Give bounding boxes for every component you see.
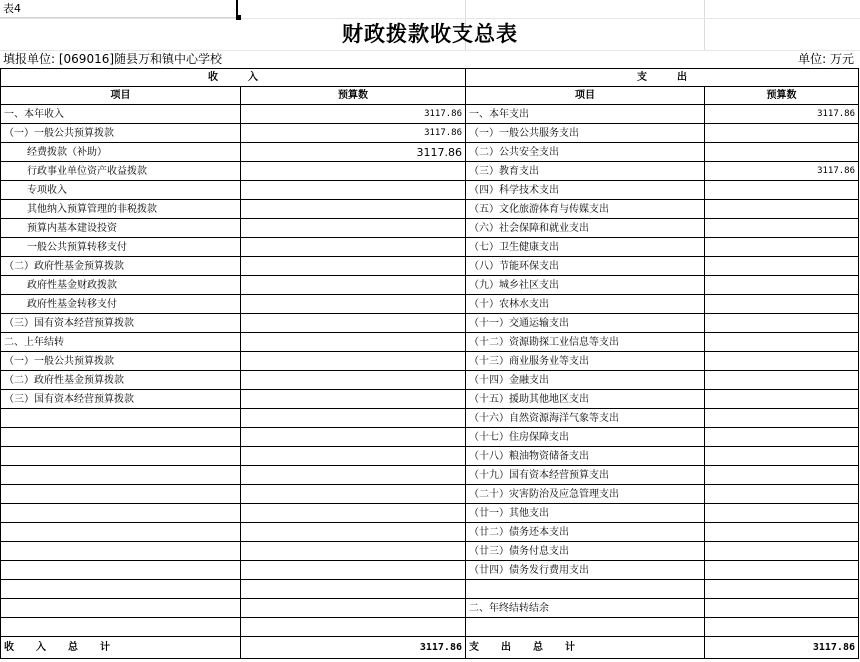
expense-value-cell[interactable] <box>705 124 859 143</box>
expense-value-cell[interactable] <box>705 599 859 618</box>
table-row <box>1 295 859 314</box>
expense-value-cell[interactable] <box>705 561 859 580</box>
table-row <box>1 599 859 618</box>
table-row <box>1 352 859 371</box>
table-row <box>1 580 859 599</box>
income-item-cell[interactable]: （三）国有资本经营预算拨款 <box>1 314 241 333</box>
table-row <box>1 390 859 409</box>
expense-item-cell[interactable]: （九）城乡社区支出 <box>466 276 705 295</box>
expense-item-cell[interactable]: （十四）金融支出 <box>466 371 705 390</box>
table-row <box>1 447 859 466</box>
expense-value-cell[interactable] <box>705 580 859 599</box>
expense-item-cell[interactable]: （廿四）债务发行费用支出 <box>466 561 705 580</box>
expense-value-cell[interactable] <box>705 428 859 447</box>
expense-item-cell[interactable]: （十一）交通运输支出 <box>466 314 705 333</box>
expense-item-cell[interactable]: （十七）住房保障支出 <box>466 428 705 447</box>
income-item-cell[interactable]: 专项收入 <box>1 181 241 200</box>
expense-item-cell[interactable]: （八）节能环保支出 <box>466 257 705 276</box>
expense-item-cell[interactable]: （廿一）其他支出 <box>466 504 705 523</box>
expense-item-cell[interactable]: 一、本年支出 <box>466 105 705 124</box>
expense-value-cell[interactable] <box>705 181 859 200</box>
income-budget-header[interactable]: 预算数 <box>241 87 466 105</box>
income-item-cell[interactable] <box>1 466 241 485</box>
income-item-cell[interactable] <box>1 504 241 523</box>
income-value-cell[interactable] <box>241 542 466 561</box>
column-header-row <box>1 87 859 105</box>
expense-item-cell[interactable]: （二十）灾害防治及应急管理支出 <box>466 485 705 504</box>
expense-item-cell[interactable]: （四）科学技术支出 <box>466 181 705 200</box>
table-row <box>1 542 859 561</box>
income-value-cell[interactable] <box>241 504 466 523</box>
expense-item-cell[interactable]: （十九）国有资本经营预算支出 <box>466 466 705 485</box>
expense-item-cell[interactable]: （十三）商业服务业等支出 <box>466 352 705 371</box>
income-value-cell[interactable]: 3117.86 <box>241 124 466 143</box>
income-value-cell[interactable] <box>241 618 466 637</box>
table-row <box>1 523 859 542</box>
table-row <box>1 371 859 390</box>
expense-value-cell[interactable] <box>705 466 859 485</box>
expense-item-cell[interactable]: （十六）自然资源海洋气象等支出 <box>466 409 705 428</box>
expense-value-cell[interactable] <box>705 390 859 409</box>
table-row <box>1 257 859 276</box>
expense-value-cell[interactable] <box>705 352 859 371</box>
expense-value-cell[interactable] <box>705 447 859 466</box>
income-value-cell[interactable] <box>241 200 466 219</box>
expense-value-cell[interactable] <box>705 219 859 238</box>
income-value-cell[interactable] <box>241 409 466 428</box>
income-item-cell[interactable] <box>1 428 241 447</box>
table-row <box>1 561 859 580</box>
income-value-cell[interactable] <box>241 447 466 466</box>
income-total-label[interactable]: 收入总计 <box>1 637 241 659</box>
expense-header[interactable]: 支 出 <box>466 69 859 87</box>
income-value-cell[interactable] <box>241 580 466 599</box>
sheet-label[interactable] <box>0 0 238 18</box>
income-total-value[interactable]: 3117.86 <box>241 637 466 659</box>
income-item-cell[interactable] <box>1 599 241 618</box>
page-title: 财政拨款收支总表 <box>342 21 518 46</box>
table-row <box>1 504 859 523</box>
expense-value-cell[interactable] <box>705 200 859 219</box>
expense-total-value[interactable]: 3117.86 <box>705 637 859 659</box>
expense-budget-header[interactable]: 预算数 <box>705 87 859 105</box>
income-value-cell[interactable] <box>241 371 466 390</box>
expense-item-cell[interactable]: （五）文化旅游体育与传媒支出 <box>466 200 705 219</box>
income-item-cell[interactable]: （一）一般公共预算拨款 <box>1 352 241 371</box>
expense-value-cell[interactable] <box>705 618 859 637</box>
expense-item-cell[interactable]: （廿二）债务还本支出 <box>466 523 705 542</box>
table-row <box>1 219 859 238</box>
income-item-cell[interactable] <box>1 523 241 542</box>
income-item-cell[interactable]: 政府性基金转移支付 <box>1 295 241 314</box>
section-header-row <box>1 69 859 87</box>
table-row <box>1 162 859 181</box>
table-row <box>1 333 859 352</box>
income-value-cell[interactable] <box>241 561 466 580</box>
income-value-cell[interactable] <box>241 352 466 371</box>
expense-item-cell[interactable]: （十二）资源勘探工业信息等支出 <box>466 333 705 352</box>
expense-item-cell[interactable]: （六）社会保障和就业支出 <box>466 219 705 238</box>
income-item-cell[interactable]: 一般公共预算转移支付 <box>1 238 241 257</box>
currency-unit: 单位: 万元 <box>798 52 854 66</box>
income-value-cell[interactable] <box>241 295 466 314</box>
income-item-cell[interactable]: 预算内基本建设投资 <box>1 219 241 238</box>
table-row <box>1 124 859 143</box>
table-row <box>1 466 859 485</box>
income-value-cell[interactable] <box>241 162 466 181</box>
income-value-cell[interactable] <box>241 599 466 618</box>
income-header[interactable]: 收 入 <box>1 69 466 87</box>
table-row <box>1 618 859 637</box>
income-item-cell[interactable]: 一、本年收入 <box>1 105 241 124</box>
income-item-cell[interactable] <box>1 618 241 637</box>
expense-item-cell[interactable]: （十八）粮油物资储备支出 <box>466 447 705 466</box>
expense-value-cell[interactable]: 3117.86 <box>705 162 859 181</box>
income-value-cell[interactable] <box>241 257 466 276</box>
income-item-cell[interactable]: 经费拨款（补助） <box>1 143 241 162</box>
expense-item-cell[interactable]: 二、年终结转结余 <box>466 599 705 618</box>
income-item-cell[interactable]: （一）一般公共预算拨款 <box>1 124 241 143</box>
income-value-cell[interactable] <box>241 523 466 542</box>
table-row <box>1 409 859 428</box>
table-row <box>1 238 859 257</box>
income-item-cell[interactable] <box>1 561 241 580</box>
income-value-cell[interactable] <box>241 466 466 485</box>
income-item-cell[interactable] <box>1 485 241 504</box>
expense-value-cell[interactable] <box>705 143 859 162</box>
expense-item-cell[interactable]: （十）农林水支出 <box>466 295 705 314</box>
expense-value-cell[interactable] <box>705 257 859 276</box>
income-value-cell[interactable]: 3117.86 <box>241 105 466 124</box>
expense-value-cell[interactable] <box>705 523 859 542</box>
income-value-cell[interactable] <box>241 333 466 352</box>
income-item-cell[interactable] <box>1 447 241 466</box>
income-item-cell[interactable] <box>1 580 241 599</box>
expense-value-cell[interactable] <box>705 504 859 523</box>
expense-value-cell[interactable] <box>705 314 859 333</box>
table-row <box>1 485 859 504</box>
income-value-cell[interactable] <box>241 219 466 238</box>
table-row <box>1 200 859 219</box>
expense-value-cell[interactable] <box>705 295 859 314</box>
table-row <box>1 105 859 124</box>
income-value-cell[interactable] <box>241 428 466 447</box>
income-value-cell[interactable] <box>241 276 466 295</box>
expense-item-cell[interactable] <box>466 618 705 637</box>
income-item-cell[interactable]: 政府性基金财政拨款 <box>1 276 241 295</box>
table-row <box>1 428 859 447</box>
expense-item-cell[interactable] <box>466 580 705 599</box>
expense-value-cell[interactable] <box>705 542 859 561</box>
income-item-header[interactable]: 项目 <box>1 87 241 105</box>
expense-item-cell[interactable]: （三）教育支出 <box>466 162 705 181</box>
income-value-cell[interactable] <box>241 238 466 257</box>
expense-value-cell[interactable] <box>705 238 859 257</box>
expense-item-cell[interactable]: （七）卫生健康支出 <box>466 238 705 257</box>
expense-item-cell[interactable]: （二）公共安全支出 <box>466 143 705 162</box>
sheet-label-text: 表4 <box>3 2 21 15</box>
table-row <box>1 314 859 333</box>
table-row <box>1 181 859 200</box>
income-value-cell[interactable] <box>241 181 466 200</box>
income-item-cell[interactable]: 二、上年结转 <box>1 333 241 352</box>
budget-table <box>0 68 859 659</box>
totals-row <box>1 637 859 659</box>
expense-total-label[interactable]: 支出总计 <box>466 637 705 659</box>
expense-item-cell[interactable]: （一）一般公共服务支出 <box>466 124 705 143</box>
expense-value-cell[interactable] <box>705 333 859 352</box>
income-item-cell[interactable]: 行政事业单位资产收益拨款 <box>1 162 241 181</box>
expense-item-cell[interactable]: （十五）援助其他地区支出 <box>466 390 705 409</box>
expense-value-cell[interactable]: 3117.86 <box>705 105 859 124</box>
income-value-cell[interactable]: 3117.86 <box>241 143 466 162</box>
income-item-cell[interactable]: （二）政府性基金预算拨款 <box>1 257 241 276</box>
expense-value-cell[interactable] <box>705 409 859 428</box>
expense-value-cell[interactable] <box>705 276 859 295</box>
table-row <box>1 276 859 295</box>
income-item-cell[interactable] <box>1 542 241 561</box>
reporting-unit: 填报单位: [069016]随县万和镇中心学校 <box>3 52 223 66</box>
income-item-cell[interactable]: 其他纳入预算管理的非税拨款 <box>1 200 241 219</box>
expense-item-cell[interactable]: （廿三）债务付息支出 <box>466 542 705 561</box>
expense-value-cell[interactable] <box>705 371 859 390</box>
income-item-cell[interactable]: （三）国有资本经营预算拨款 <box>1 390 241 409</box>
income-item-cell[interactable] <box>1 409 241 428</box>
expense-item-header[interactable]: 项目 <box>466 87 705 105</box>
expense-value-cell[interactable] <box>705 485 859 504</box>
table-row <box>1 143 859 162</box>
income-value-cell[interactable] <box>241 314 466 333</box>
income-value-cell[interactable] <box>241 390 466 409</box>
income-item-cell[interactable]: （二）政府性基金预算拨款 <box>1 371 241 390</box>
income-value-cell[interactable] <box>241 485 466 504</box>
